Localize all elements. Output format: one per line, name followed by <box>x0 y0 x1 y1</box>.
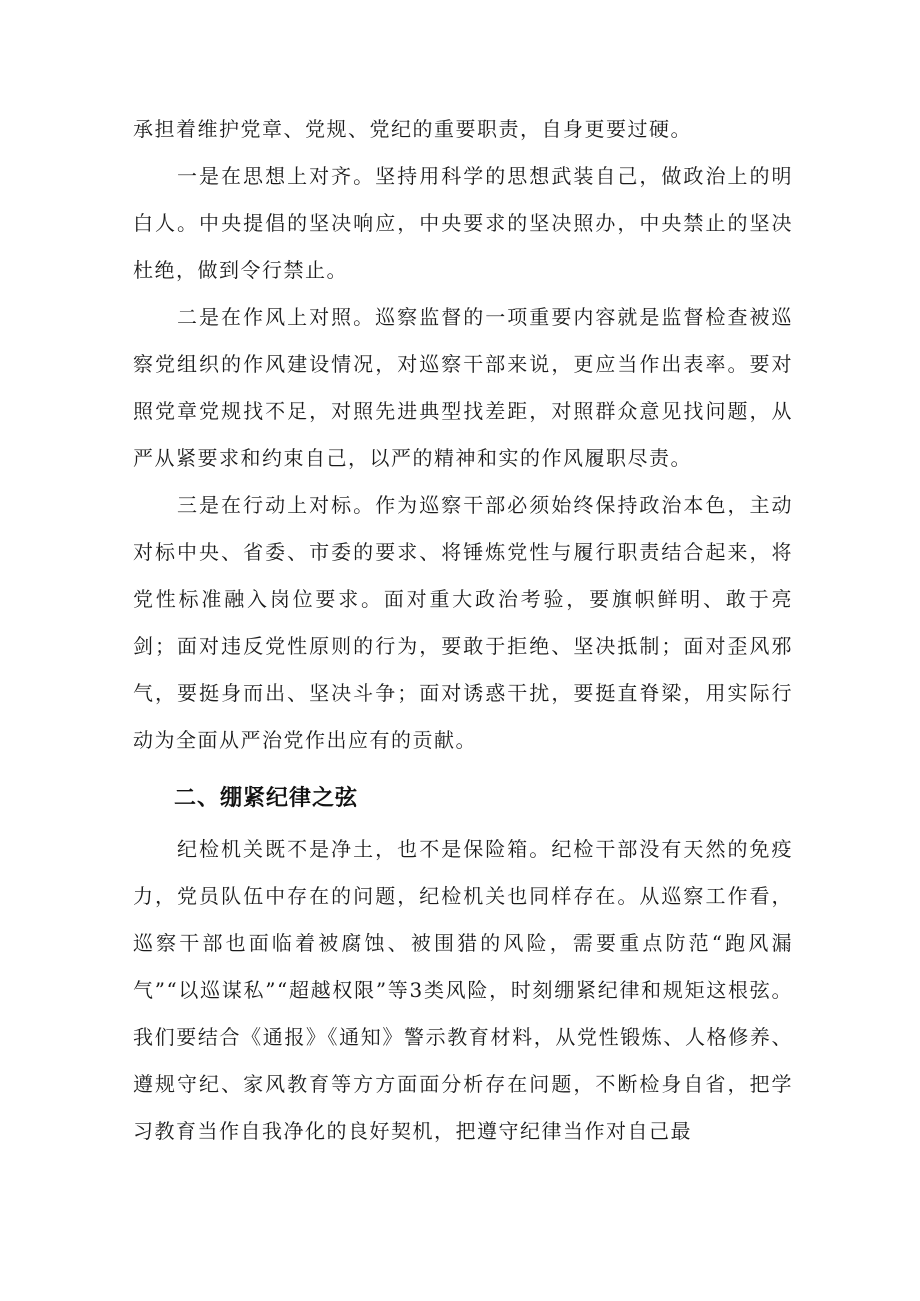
section-heading: 二、绷紧纪律之弦 <box>174 786 359 811</box>
paragraph-point-one: 一是在思想上对齐。坚持用科学的思想武装自己，做政治上的明白人。中央提倡的坚决响应，中央要求的坚决照办，中央禁止的坚决杜绝，做到令行禁止。 <box>133 164 793 282</box>
paragraph-continuation: 承担着维护党章、党规、党纪的重要职责，自身更要过硬。 <box>133 117 692 141</box>
body-text-section-2 <box>133 826 793 1155</box>
body-text-section-1 <box>133 106 793 764</box>
paragraph-discipline: 纪检机关既不是净土，也不是保险箱。纪检干部没有天然的免疫力，党员队伍中存在的问题，纪检机关也同样存在。从巡察工作看，巡察干部也面临着被腐蚀、被围猎的风险，需要重点防范“跑风漏气”“以巡谋私”“超越权限”等3类风险，时刻绷紧纪律和规矩这根弦。我们要结合《通报》《通知》警示教育材料，从党性锻炼、人格修养、遵规守纪、家风教育等方方面面分析存在问题，不断检身自省，把学习教育当作自我净化的良好契机，把遵守纪律当作对自己最 <box>133 837 793 1143</box>
paragraph-point-two: 二是在作风上对照。巡察监督的一项重要内容就是监督检查被巡察党组织的作风建设情况，对巡察干部来说，更应当作出表率。要对照党章党规找不足，对照先进典型找差距，对照群众意见找问题，从严从紧要求和约束自己，以严的精神和实的作风履职尽责。 <box>133 305 793 470</box>
paragraph-point-three: 三是在行动上对标。作为巡察干部必须始终保持政治本色，主动对标中央、省委、市委的要求、将锤炼党性与履行职责结合起来，将党性标准融入岗位要求。面对重大政治考验，要旗帜鲜明、敢于亮剑；面对违反党性原则的行为，要敢于拒绝、坚决抵制；面对歪风邪气，要挺身而出、坚决斗争；面对诱惑干扰，要挺直脊梁，用实际行动为全面从严治党作出应有的贡献。 <box>133 493 793 752</box>
